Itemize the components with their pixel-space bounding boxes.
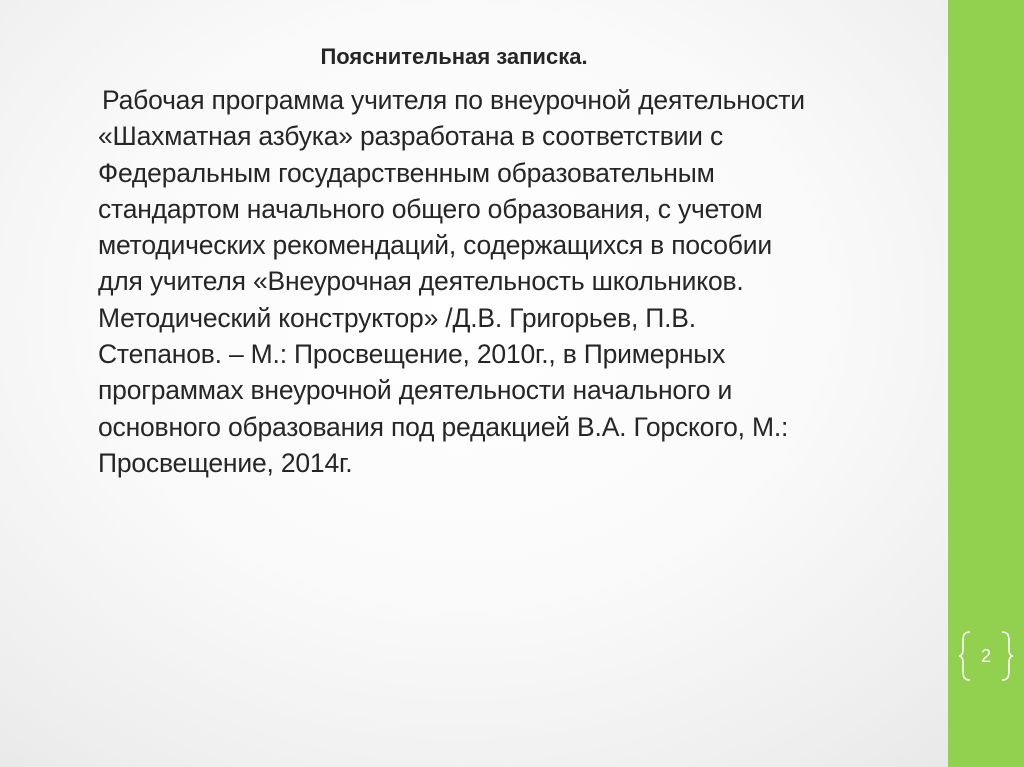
paragraph-line: стандартом начального общего образования, с учетом xyxy=(98,193,763,224)
slide-title: Пояснительная записка. xyxy=(320,44,588,69)
page-number: 2 xyxy=(980,645,991,666)
paragraph-line: «Шахматная азбука» разработана в соответствии с xyxy=(98,121,723,152)
explanatory-note-paragraph xyxy=(98,82,888,481)
page-number-badge xyxy=(958,628,1014,684)
paragraph-line: Просвещение, 2014г. xyxy=(98,447,353,478)
paragraph-line: программах внеурочной деятельности начального и xyxy=(98,375,733,406)
paragraph-line: Федеральным государственным образовательным xyxy=(98,157,715,188)
paragraph-line: основного образования под редакцией В.А. Горского, М.: xyxy=(98,411,789,442)
paragraph-line: для учителя «Внеурочная деятельность школьников. xyxy=(98,266,744,297)
paragraph-line: Степанов. – М.: Просвещение, 2010г., в Примерных xyxy=(98,339,726,370)
paragraph-line: Методический конструктор» /Д.В. Григорьев, П.В. xyxy=(98,302,696,333)
paragraph-line: Рабочая программа учителя по внеурочной деятельности xyxy=(102,85,805,115)
paragraph-line: методических рекомендаций, содержащихся в пособии xyxy=(98,230,772,261)
